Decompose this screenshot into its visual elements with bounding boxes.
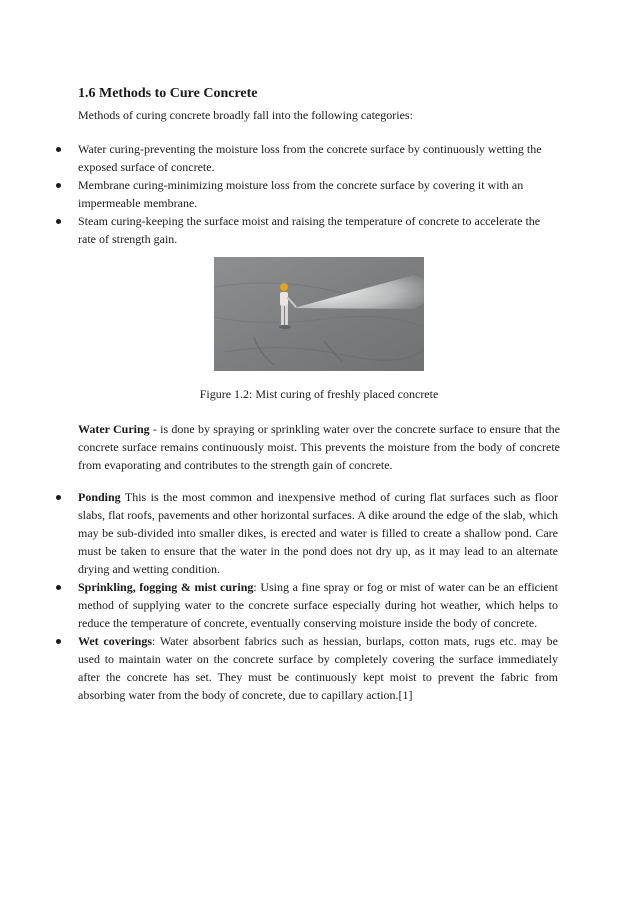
method-text: : Using a fine spray or fog or mist of water can be an efficient method of supplying water to the concrete surface especially during hot weather, which helps to reduce the temperature of concrete, eventually conserving moisture inside the body of concrete. bbox=[78, 580, 558, 630]
list-item bbox=[0, 632, 638, 704]
method-term: Sprinkling, fogging & mist curing bbox=[78, 580, 254, 594]
list-item-text: Steam curing-keeping the surface moist and raising the temperature of concrete to accelerate the rate of strength gain. bbox=[78, 214, 541, 246]
bullet-icon bbox=[56, 183, 61, 188]
method-text: : Water absorbent fabrics such as hessian, burlaps, cotton mats, rugs etc. may be used to maintain water on the concrete surface by completely covering the surface immediately after the concrete has set. They must be continuously kept moist to prevent the fabric from absorbing water from the body of concrete, due to capillary action.[1] bbox=[78, 634, 558, 702]
method-text: This is the most common and inexpensive method of curing flat surfaces such as floor slabs, flat roofs, pavements and other horizontal surfaces. A dike around the edge of the slab, which may be sub-divided into smaller dikes, is erected and water is filled to create a shallow pond. Care must be taken to ensure that the water in the pond does not dry up, as it may lead to an alternate drying and wetting condition. bbox=[78, 490, 558, 576]
bullet-icon bbox=[56, 585, 61, 590]
list-item-text: Membrane curing-minimizing moisture loss from the concrete surface by covering it with an impermeable membrane. bbox=[78, 178, 524, 210]
list-item-text: Water curing-preventing the moisture loss from the concrete surface by continuously wetting the exposed surface of concrete. bbox=[78, 142, 542, 174]
list-item bbox=[0, 578, 638, 632]
water-curing-text: - is done by spraying or sprinkling water over the concrete surface to ensure that the concrete surface remains continuously moist. This prevents the moisture from the body of concrete from evaporating and contributes to the strength gain of concrete. bbox=[78, 422, 560, 472]
curing-categories-list bbox=[0, 140, 638, 248]
intro-paragraph: Methods of curing concrete broadly fall into the following categories: bbox=[78, 108, 413, 122]
list-item bbox=[0, 140, 638, 176]
mist-curing-photo bbox=[214, 257, 424, 371]
water-curing-paragraph bbox=[78, 420, 560, 474]
bullet-icon bbox=[56, 639, 61, 644]
bullet-icon bbox=[56, 147, 61, 152]
list-item bbox=[0, 176, 638, 212]
method-term: Wet coverings bbox=[78, 634, 153, 648]
bullet-icon bbox=[56, 219, 61, 224]
figure-caption: Figure 1.2: Mist curing of freshly placed concrete bbox=[199, 387, 439, 401]
list-item bbox=[0, 212, 638, 248]
water-curing-term: Water Curing bbox=[78, 422, 150, 436]
method-term: Ponding bbox=[78, 490, 121, 504]
bullet-icon bbox=[56, 495, 61, 500]
list-item bbox=[0, 488, 638, 578]
water-curing-methods-list bbox=[0, 488, 638, 704]
section-heading: 1.6 Methods to Cure Concrete bbox=[78, 86, 258, 101]
